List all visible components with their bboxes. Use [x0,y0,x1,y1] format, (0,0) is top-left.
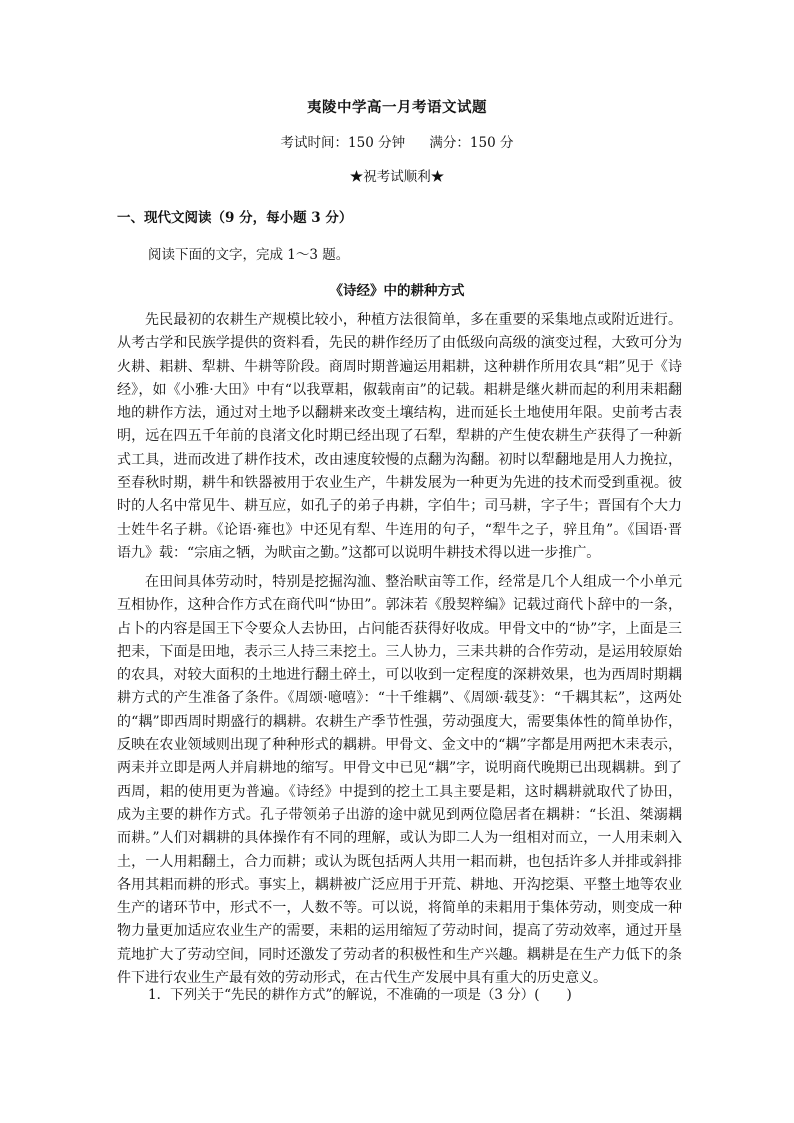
section-heading: 一、现代文阅读（9 分，每小题 3 分） [117,210,353,226]
full-score: 满分：150 分 [429,135,514,151]
exam-info [0,131,794,151]
article-title: 《诗经》中的耕种方式 [329,283,465,299]
article-paragraph: 先民最初的农耕生产规模比较小，种植方法很简单，多在重要的采集地点或附近进行。从考古学和民族学提供的资料看，先民的耕作经历了由低级向高级的演变过程，大致可分为火耕、耜耕、犁耕、牛耕等阶段。商周时期普遍运用耜耕，这种耕作所用农具“耜”见于《诗经》，如《小雅·大田》中有“以我覃耜，俶载南亩”的记载。耜耕是继火耕而起的利用耒耜翻地的耕作方法，通过对土地予以翻耕来改变土壤结构，进而延长土地使用年限。史前考古表明，远在四五千年前的良渚文化时期已经出现了石犁，犁耕的产生使农耕生产获得了一种新式工具，进而改进了耕作技术，改由速度较慢的点翻为沟翻。初时以犁翻地是用人力挽拉，至春秋时期，耕牛和铁器被用于农业生产，牛耕发展为一种更为先进的技术而受到重视。彼时的人名中常见牛、耕互应，如孔子的弟子冉耕，字伯牛；司马耕，字子牛；晋国有个大力士姓牛名子耕。《论语·雍也》中还见有犁、牛连用的句子，“犁牛之子，骍且角”。《国语·晋语九》载：“宗庙之牺，为畎亩之勤。”这都可以说明牛耕技术得以进一步推广。 [117,312,682,561]
exam-wish: ★祝考试顺利★ [349,169,445,185]
exam-time: 考试时间：150 分钟 [280,135,406,151]
exam-title: 夷陵中学高一月考语文试题 [307,99,487,116]
question-1: 1．下列关于“先民的耕作方式”的解说，不准确的一项是（3 分）( ) [148,987,572,1003]
article-paragraph: 在田间具体劳动时，特别是挖掘沟洫、整治畎亩等工作，经常是几个人组成一个小单元互相协作，这种合作方式在商代叫“协田”。郭沫若《殷契粹编》记载过商代卜辞中的一条，占卜的内容是国王下令要众人去协田，占问能否获得好收成。甲骨文中的“协”字，上面是三把耒，下面是田地，表示三人持三耒挖土。三人协力，三耒共耕的合作劳动，是运用较原始的农具，对较大面积的土地进行翻土碎土，可以收到一定程度的深耕效果，也为西周时期耦耕方式的产生准备了条件。《周颂·噫嘻》：“十千维耦”、《周颂·载芟》：“千耦其耘”，这两处的“耦”即西周时期盛行的耦耕。农耕生产季节性强，劳动强度大，需要集体性的简单协作，反映在农业领域则出现了种种形式的耦耕。甲骨文、金文中的“耦”字都是用两把木耒表示，两耒并立即是两人并肩耕地的缩写。甲骨文中已见“耦”字，说明商代晚期已出现耦耕。到了西周，耜的使用更为普遍。《诗经》中提到的挖土工具主要是耜，这时耦耕就取代了协田，成为主要的耕作方式。孔子带领弟子出游的途中就见到两位隐居者在耦耕：“长沮、桀溺耦而耕。”人们对耦耕的具体操作有不同的理解，或认为即二人为一组相对而立，一人用耒刺入土，一人用耜翻土，合力而耕；或认为既包括两人共用一耜而耕，也包括许多人并排或斜排各用其耜而耕的形式。事实上，耦耕被广泛应用于开荒、耕地、开沟挖渠、平整土地等农业生产的诸环节中，形式不一，人数不等。可以说，将简单的耒耜用于集体劳动，则变成一种物力量更加适应农业生产的需要，耒耜的运用缩短了劳动时间，提高了劳动效率，通过开垦荒地扩大了劳动空间，同时还激发了劳动者的积极性和生产兴趣。耦耕是在生产力低下的条件下进行农业生产最有效的劳动形式，在古代生产发展中具有重大的历史意义。 [117,574,682,987]
reading-instruction: 阅读下面的文字，完成 1～3 题。 [148,247,350,263]
